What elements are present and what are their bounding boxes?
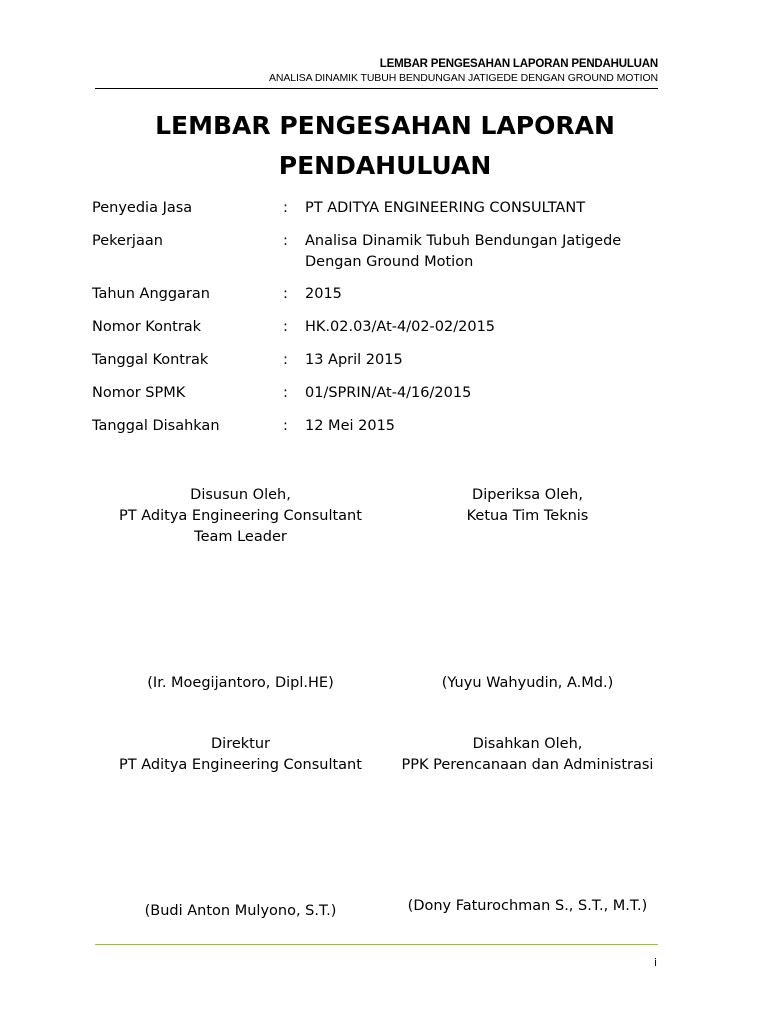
field-value: 12 Mei 2015	[305, 418, 396, 434]
signature-role: Disahkan Oleh,	[472, 736, 583, 752]
field-value: PT ADITYA ENGINEERING CONSULTANT	[305, 200, 586, 216]
signature-director-name: (Budi Anton Mulyono, S.T.)	[144, 903, 337, 919]
field-label: Tanggal Disahkan	[92, 418, 220, 434]
field-colon: :	[283, 385, 288, 401]
signature-director	[108, 734, 373, 776]
field-colon: :	[283, 200, 288, 216]
page-title-line-2: PENDAHULUAN	[278, 151, 492, 180]
signature-position: Team Leader	[194, 529, 287, 545]
signature-position: Ketua Tim Teknis	[466, 508, 589, 524]
page-title	[95, 106, 675, 186]
field-value: 01/SPRIN/At-4/16/2015	[305, 385, 472, 401]
field-colon: :	[283, 418, 288, 434]
field-colon: :	[283, 352, 288, 368]
field-value-line-2: Dengan Ground Motion	[305, 254, 474, 270]
page-number: i	[654, 956, 658, 969]
field-label: Penyedia Jasa	[92, 200, 193, 216]
signature-approved-by	[395, 734, 660, 776]
field-value: HK.02.03/At-4/02-02/2015	[305, 319, 496, 335]
field-value: 13 April 2015	[305, 352, 403, 368]
field-label: Nomor SPMK	[92, 385, 186, 401]
field-label: Pekerjaan	[92, 233, 163, 249]
signature-checked-by	[395, 485, 660, 527]
signature-role: Diperiksa Oleh,	[472, 487, 583, 503]
signature-prepared-by	[108, 485, 373, 548]
field-colon: :	[283, 233, 288, 249]
signature-role: Disusun Oleh,	[190, 487, 291, 503]
field-label: Nomor Kontrak	[92, 319, 202, 335]
field-value	[305, 231, 665, 273]
signature-prepared-name: (Ir. Moegijantoro, Dipl.HE)	[147, 675, 334, 691]
header-divider	[95, 88, 658, 89]
page-title-line-1: LEMBAR PENGESAHAN LAPORAN	[155, 111, 615, 140]
field-colon: :	[283, 319, 288, 335]
field-value-line-1: Analisa Dinamik Tubuh Bendungan Jatigede	[305, 233, 622, 249]
running-header-subtitle: ANALISA DINAMIK TUBUH BENDUNGAN JATIGEDE DENGAN GROUND MOTION	[268, 72, 658, 84]
signature-role: Direktur	[211, 736, 270, 752]
signature-checked-name: (Yuyu Wahyudin, A.Md.)	[441, 675, 614, 691]
running-header-title: LEMBAR PENGESAHAN LAPORAN PENDAHULUAN	[379, 58, 658, 70]
signature-approved-name: (Dony Faturochman S., S.T., M.T.)	[407, 898, 648, 914]
field-label: Tahun Anggaran	[92, 286, 210, 302]
field-value: 2015	[305, 286, 342, 302]
signature-position: PPK Perencanaan dan Administrasi	[401, 757, 654, 773]
signature-company: PT Aditya Engineering Consultant	[119, 508, 362, 524]
signature-company: PT Aditya Engineering Consultant	[119, 757, 362, 773]
footer-divider	[95, 944, 658, 945]
field-colon: :	[283, 286, 288, 302]
field-label: Tanggal Kontrak	[92, 352, 209, 368]
